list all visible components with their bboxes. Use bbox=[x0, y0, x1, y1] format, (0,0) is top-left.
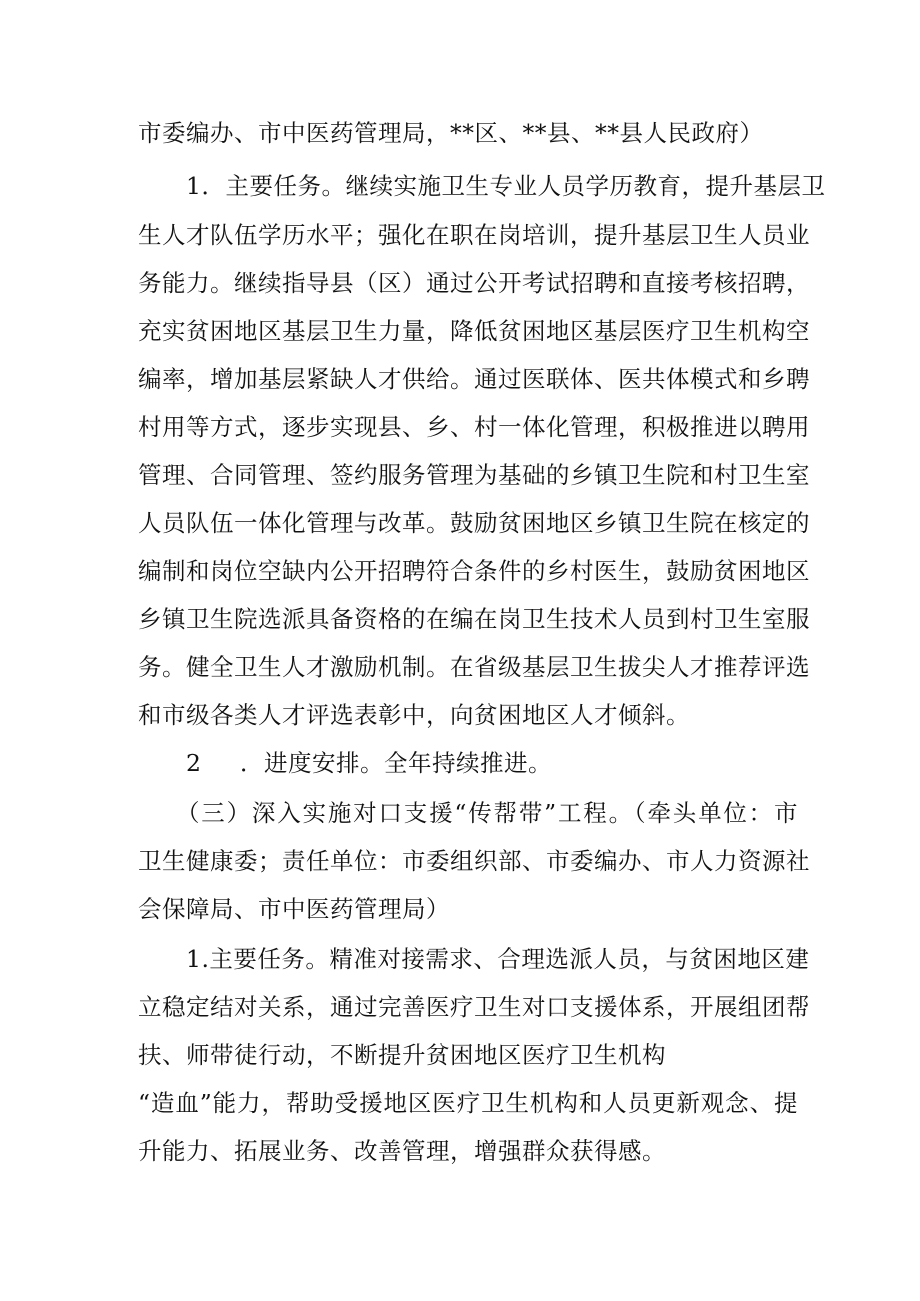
text-line: 管理、合同管理、签约服务管理为基础的乡镇卫生院和村卫生室 bbox=[138, 461, 810, 489]
text-line: 立稳定结对关系，通过完善医疗卫生对口支援体系，开展组团帮 bbox=[138, 993, 810, 1021]
text-line: 务。健全卫生人才激励机制。在省级基层卫生拔尖人才推荐评选 bbox=[138, 653, 810, 681]
text-line: 生人才队伍学历水平；强化在职在岗培训，提升基层卫生人员业 bbox=[138, 221, 810, 249]
text-line: 人员队伍一体化管理与改革。鼓励贫困地区乡镇卫生院在核定的 bbox=[138, 509, 810, 537]
text-line: ．进度安排。全年持续推进。 bbox=[240, 749, 552, 777]
text-line: 编率，增加基层紧缺人才供给。通过医联体、医共体模式和乡聘 bbox=[138, 365, 810, 393]
text-line: 编制和岗位空缺内公开招聘符合条件的乡村医生，鼓励贫困地区 bbox=[138, 557, 810, 585]
text-line: 市委编办、市中医药管理局，**区、**县、**县人民政府） bbox=[138, 119, 764, 147]
section-heading: （三）深入实施对口支援“传帮带”工程。（牵头单位：市 bbox=[176, 799, 798, 827]
text-line: 充实贫困地区基层卫生力量，降低贫困地区基层医疗卫生机构空 bbox=[138, 317, 810, 345]
text-line: 卫生健康委；责任单位：市委组织部、市委编办、市人力资源社 bbox=[138, 847, 810, 875]
text-line: 扶、师带徒行动，不断提升贫困地区医疗卫生机构 bbox=[138, 1041, 666, 1069]
text-line: “造血”能力，帮助受援地区医疗卫生机构和人员更新观念、提 bbox=[138, 1089, 798, 1117]
text-line: 乡镇卫生院选派具备资格的在编在岗卫生技术人员到村卫生室服 bbox=[138, 605, 810, 633]
text-line: 1.主要任务。精准对接需求、合理选派人员，与贫困地区建 bbox=[186, 945, 810, 973]
text-line: 升能力、拓展业务、改善管理，增强群众获得感。 bbox=[138, 1137, 666, 1165]
list-number: 2 bbox=[186, 749, 202, 777]
text-line: 村用等方式，逐步实现县、乡、村一体化管理，积极推进以聘用 bbox=[138, 413, 810, 441]
text-line: 1．主要任务。继续实施卫生专业人员学历教育，提升基层卫 bbox=[186, 172, 826, 200]
text-line: 会保障局、市中医药管理局） bbox=[138, 895, 450, 923]
text-line: 务能力。继续指导县（区）通过公开考试招聘和直接考核招聘， bbox=[138, 269, 810, 297]
text-line: 和市级各类人才评选表彰中，向贫困地区人才倾斜。 bbox=[138, 701, 690, 729]
